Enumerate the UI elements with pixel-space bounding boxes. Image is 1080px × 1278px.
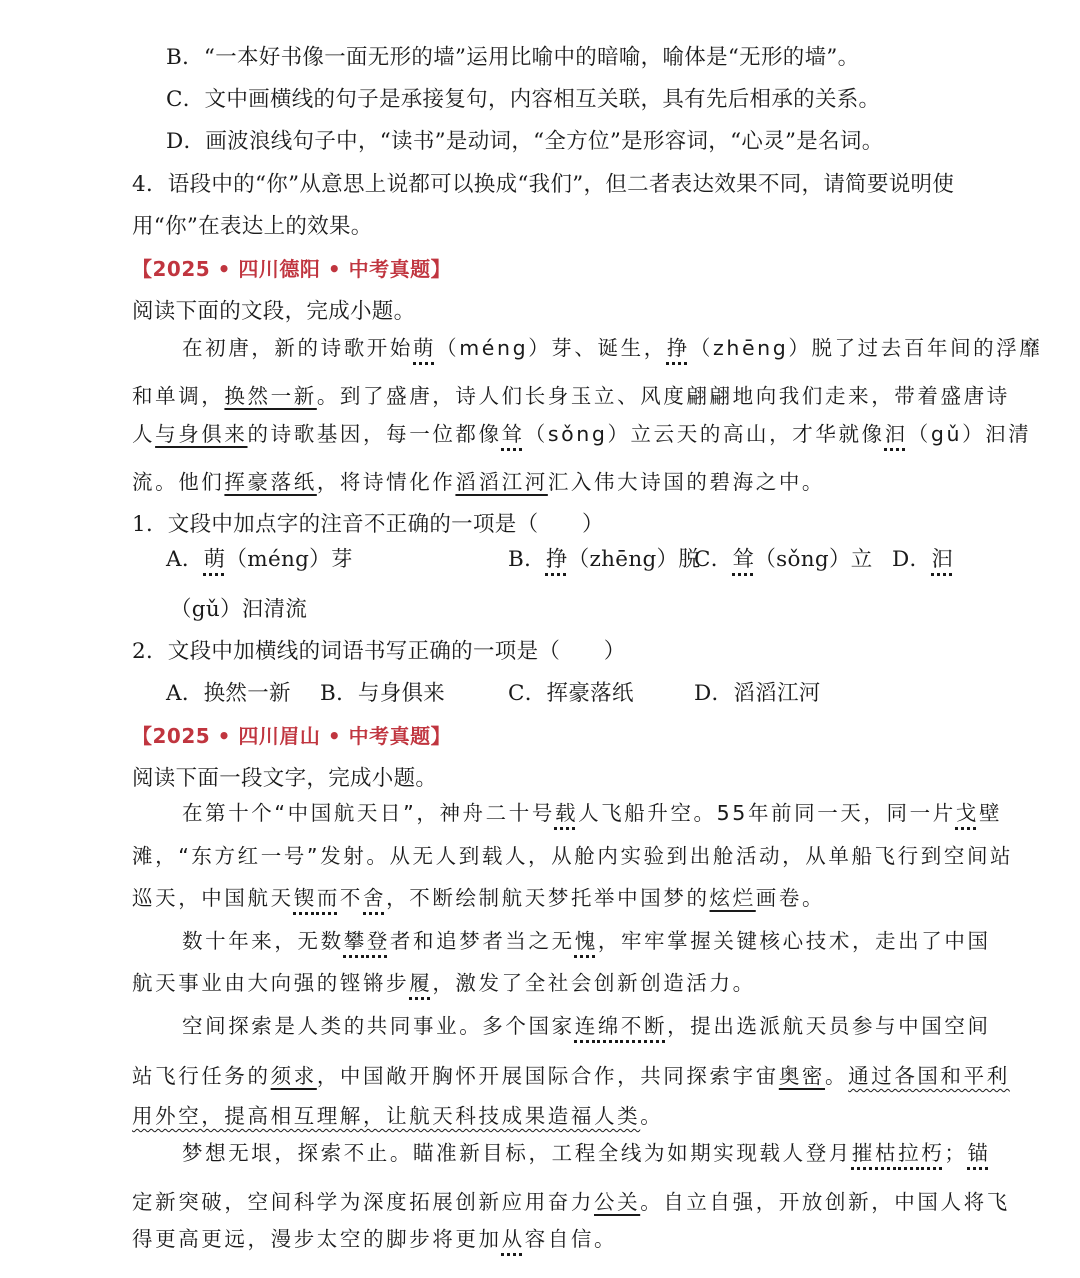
dotted-char: 而 bbox=[316, 886, 340, 910]
dotted-char: 耸 bbox=[732, 547, 755, 572]
dotted-char: 挣 bbox=[666, 336, 690, 360]
section-header-meishan: 【2025 • 四川眉山 • 中考真题】 bbox=[132, 724, 452, 748]
deyang-passage-line-1: 在初唐，新的诗歌开始萌（méng）芽、诞生，挣（zhēng）脱了过去百年间的浮靡 bbox=[182, 336, 1043, 360]
dotted-char: 萌 bbox=[413, 336, 437, 360]
dotted-char: 拉 bbox=[898, 1141, 922, 1165]
underlined-word: 奥密 bbox=[778, 1064, 826, 1088]
dotted-char: 挣 bbox=[545, 547, 568, 572]
underlined-word: 滔滔江河 bbox=[455, 470, 548, 494]
deyang-q1-option-b: B．挣（zhēng）脱 bbox=[508, 547, 701, 572]
deyang-instruction: 阅读下面的文段，完成小题。 bbox=[132, 299, 416, 324]
dotted-char: 耸 bbox=[501, 422, 525, 446]
dotted-char: 从 bbox=[501, 1227, 525, 1251]
dotted-char: 舍 bbox=[363, 886, 387, 910]
underlined-word: 挥豪落纸 bbox=[224, 470, 317, 494]
dotted-char: 登 bbox=[366, 929, 390, 953]
underlined-word: 公关 bbox=[594, 1190, 641, 1214]
dotted-char: 履 bbox=[409, 971, 433, 995]
dotted-char: 连 bbox=[574, 1014, 598, 1038]
deyang-passage-line-4: 流。他们挥豪落纸，将诗情化作滔滔江河汇入伟大诗国的碧海之中。 bbox=[132, 470, 826, 494]
meishan-passage-line-7: 站飞行任务的须求，中国敞开胸怀开展国际合作，共同探索宇宙奥密。通过各国和平利 bbox=[132, 1064, 1010, 1088]
deyang-q2-option-b: B．与身俱来 bbox=[320, 681, 446, 706]
q3-option-d: D．画波浪线句子中，“读书”是动词，“全方位”是形容词，“心灵”是名词。 bbox=[166, 129, 884, 154]
deyang-passage-line-3: 人与身俱来的诗歌基因，每一位都像耸（sǒng）立云天的高山，才华就像汩（gǔ）汩清 bbox=[132, 422, 1032, 446]
dotted-char: 朽 bbox=[921, 1141, 945, 1165]
dotted-char: 摧 bbox=[851, 1141, 876, 1165]
dotted-char: 愧 bbox=[574, 929, 598, 953]
dotted-char: 攀 bbox=[343, 929, 367, 953]
deyang-q1-option-c: C．耸（sǒng）立 bbox=[694, 547, 873, 572]
meishan-passage-line-6: 空间探索是人类的共同事业。多个国家连绵不断，提出选派航天员参与中国空间 bbox=[182, 1014, 991, 1038]
wavy-underlined-sentence: 用外空，提高相互理解，让航天科技成果造福人类 bbox=[132, 1104, 641, 1128]
dotted-char: 汩 bbox=[931, 547, 954, 572]
dotted-char: 锲 bbox=[293, 886, 317, 910]
q3-option-c: C．文中画横线的句子是承接复句，内容相互关联，具有先后相承的关系。 bbox=[166, 87, 881, 112]
meishan-passage-line-2: 滩，“东方红一号”发射。从无人到载人，从舱内实验到出舱活动，从单船飞行到空间站 bbox=[132, 844, 1014, 868]
q4-line-2: 用“你”在表达上的效果。 bbox=[132, 214, 373, 239]
deyang-q2-option-d: D．滔滔江河 bbox=[694, 681, 821, 706]
meishan-passage-line-5: 航天事业由大向强的铿锵步履，激发了全社会创新创造活力。 bbox=[132, 971, 756, 995]
deyang-q1-option-d: D．汩 bbox=[892, 547, 954, 572]
dotted-char: 载 bbox=[554, 801, 579, 825]
q4-line-1: 4．语段中的“你”从意思上说都可以换成“我们”，但二者表达效果不同，请简要说明使 bbox=[132, 172, 955, 197]
meishan-passage-line-10: 定新突破，空间科学为深度拓展创新应用奋力公关。自立自强，开放创新，中国人将飞 bbox=[132, 1190, 1010, 1214]
dotted-char: 萌 bbox=[203, 547, 226, 572]
dotted-char: 锚 bbox=[967, 1141, 991, 1165]
underlined-word: 须求 bbox=[270, 1064, 317, 1088]
deyang-q1-stem: 1．文段中加点字的注音不正确的一项是（ ） bbox=[132, 512, 604, 537]
section-header-deyang: 【2025 • 四川德阳 • 中考真题】 bbox=[132, 257, 452, 281]
dotted-char: 汩 bbox=[884, 422, 908, 446]
meishan-passage-line-4: 数十年来，无数攀登者和追梦者当之无愧，牢牢掌握关键核心技术，走出了中国 bbox=[182, 929, 991, 953]
deyang-q2-stem: 2．文段中加横线的词语书写正确的一项是（ ） bbox=[132, 639, 626, 664]
deyang-q2-option-c: C．挥豪落纸 bbox=[508, 681, 634, 706]
meishan-passage-line-8: 用外空，提高相互理解，让航天科技成果造福人类。 bbox=[132, 1104, 664, 1128]
dotted-char: 枯 bbox=[875, 1141, 899, 1165]
underlined-word: 炫烂 bbox=[709, 886, 756, 910]
meishan-passage-line-11: 得更高更远，漫步太空的脚步将更加从容自信。 bbox=[132, 1227, 618, 1251]
underlined-word: 与身俱来 bbox=[155, 422, 248, 446]
q3-option-b: B．“一本好书像一面无形的墙”运用比喻中的暗喻，喻体是“无形的墙”。 bbox=[166, 45, 860, 70]
dotted-char: 绵 bbox=[597, 1014, 621, 1038]
underlined-word: 换然一新 bbox=[224, 384, 317, 408]
dotted-char: 断 bbox=[644, 1014, 668, 1038]
wavy-underlined-sentence: 通过各国和平利 bbox=[848, 1064, 1010, 1088]
deyang-passage-line-2: 和单调，换然一新。到了盛唐，诗人们长身玉立、风度翩翩地向我们走来，带着盛唐诗 bbox=[132, 384, 1010, 408]
dotted-char: 不 bbox=[620, 1014, 645, 1038]
meishan-passage-line-3: 巡天，中国航天锲而不舍，不断绘制航天梦托举中国梦的炫烂画卷。 bbox=[132, 886, 826, 910]
meishan-passage-line-1: 在第十个“中国航天日”，神舟二十号载人飞船升空。55年前同一天，同一片戈壁 bbox=[182, 801, 1003, 825]
meishan-instruction: 阅读下面一段文字，完成小题。 bbox=[132, 766, 438, 791]
deyang-q1-option-d-cont: （gǔ）汩清流 bbox=[170, 597, 308, 622]
deyang-q2-option-a: A．换然一新 bbox=[166, 681, 291, 706]
deyang-q1-option-a: A．萌（méng）芽 bbox=[166, 547, 353, 572]
dotted-char: 戈 bbox=[955, 801, 979, 825]
meishan-passage-line-9: 梦想无垠，探索不止。瞄准新目标，工程全线为如期实现载人登月摧枯拉朽；锚 bbox=[182, 1141, 991, 1165]
